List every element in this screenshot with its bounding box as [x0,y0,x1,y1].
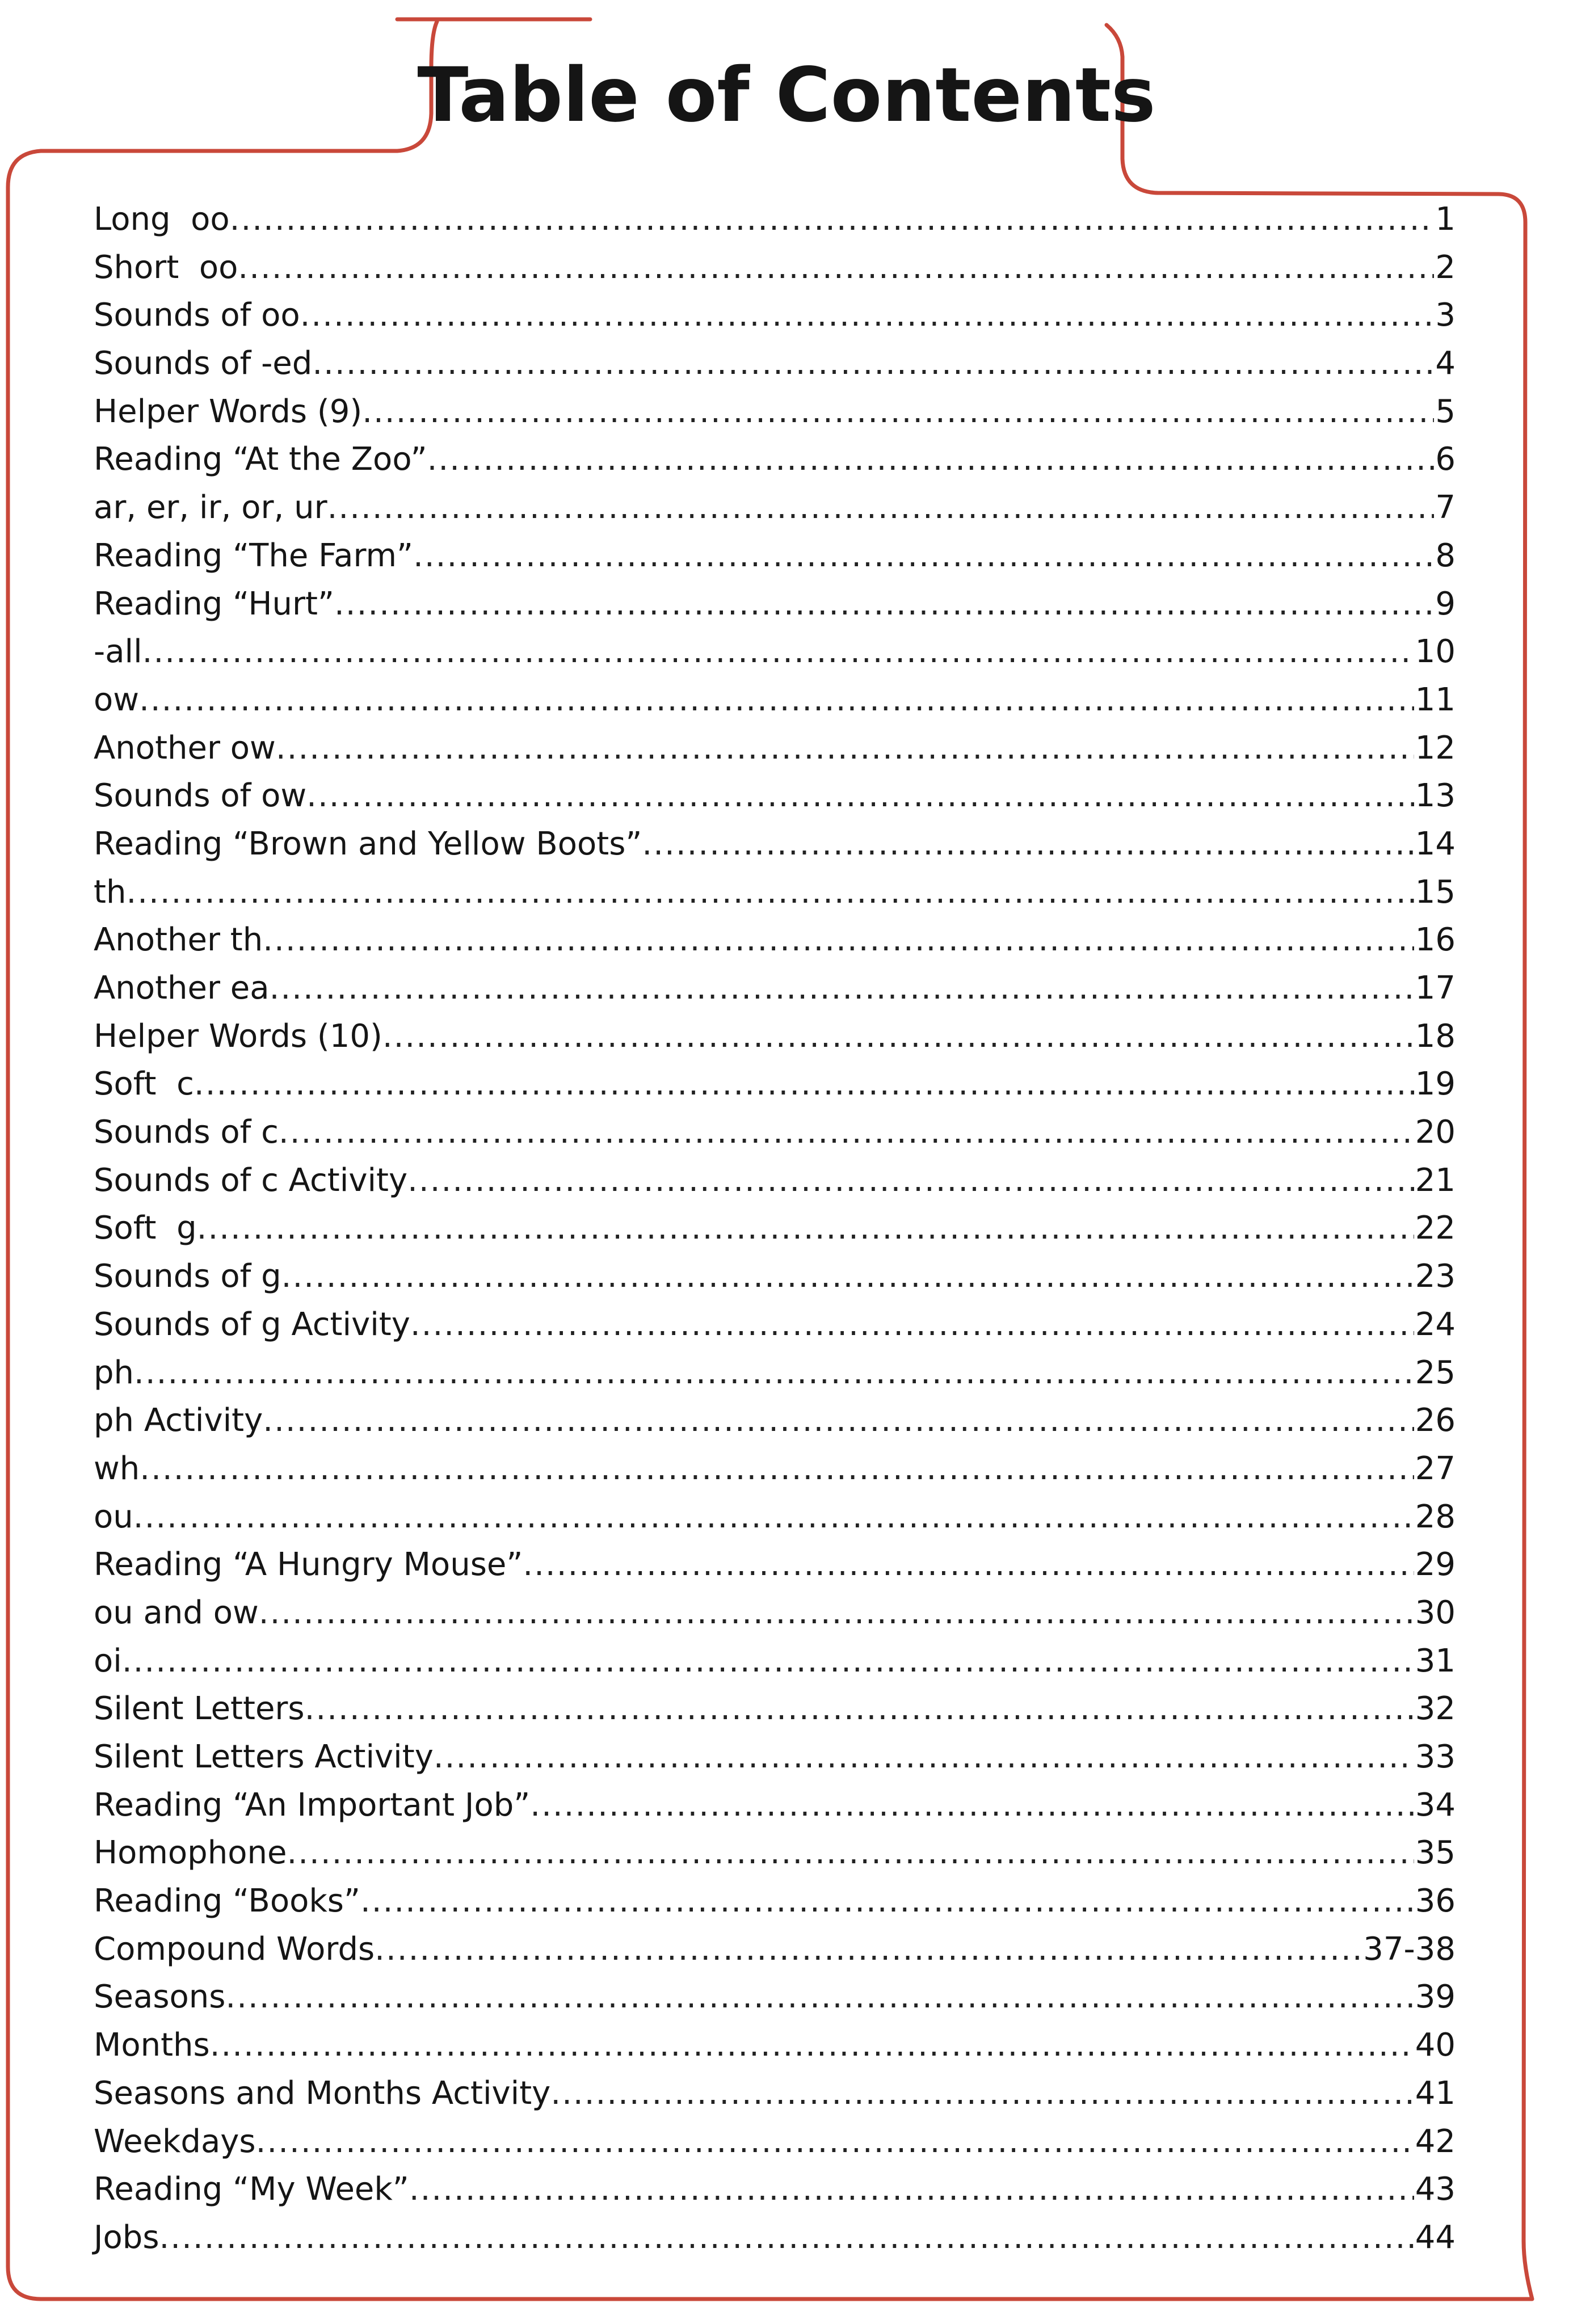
toc-dot-leader [210,2022,1414,2070]
toc-entry[interactable] [94,484,1456,532]
toc-dot-leader [382,1013,1414,1061]
toc-entry[interactable] [94,1782,1456,1830]
toc-dot-leader [159,2214,1414,2262]
toc-entry-page: 44 [1415,2218,1456,2256]
toc-dot-leader [300,292,1435,340]
toc-entry-label: ph Activity [94,1402,263,1439]
toc-entry[interactable] [94,1397,1456,1445]
toc-entry[interactable] [94,196,1456,244]
toc-dot-leader [197,1205,1414,1253]
toc-entry[interactable] [94,1301,1456,1349]
toc-entry-page: 24 [1415,1306,1456,1343]
page-title: Table of Contents [417,52,1156,139]
toc-entry-label: wh [94,1450,140,1487]
toc-entry[interactable] [94,628,1456,676]
toc-dot-leader [427,436,1435,484]
toc-entry[interactable] [94,532,1456,580]
toc-entry[interactable] [94,580,1456,629]
toc-entry-page: 20 [1415,1114,1456,1151]
toc-entry[interactable] [94,340,1456,388]
toc-entry[interactable] [94,1973,1456,2022]
toc-dot-leader [530,1782,1414,1830]
toc-entry-label: oi [94,1642,122,1679]
toc-entry-label: ou [94,1498,133,1535]
toc-entry-page: 14 [1415,825,1456,862]
toc-entry[interactable] [94,820,1456,869]
toc-entry-page: 11 [1415,681,1456,718]
toc-entry-label: Seasons and Months Activity [94,2074,551,2112]
toc-entry[interactable] [94,1445,1456,1493]
toc-dot-leader [287,1829,1414,1877]
toc-entry[interactable] [94,916,1456,965]
toc-entry-page: 27 [1415,1450,1456,1487]
toc-entry-page: 18 [1415,1017,1456,1055]
toc-entry-label: Helper Words (10) [94,1017,382,1055]
toc-entry[interactable] [94,388,1456,436]
toc-entry-page: 5 [1435,393,1456,430]
toc-dot-leader [642,820,1414,869]
toc-entry[interactable] [94,1109,1456,1157]
toc-dot-leader [276,725,1414,773]
toc-entry-page: 28 [1415,1498,1456,1535]
toc-entry[interactable] [94,1013,1456,1061]
toc-entry-page: 3 [1435,297,1456,334]
toc-entry-page: 35 [1415,1834,1456,1872]
toc-entry-page: 22 [1415,1210,1456,1247]
toc-entry-page: 15 [1415,873,1456,911]
toc-entry-label: Months [94,2027,210,2064]
toc-dot-leader [225,1973,1414,2022]
toc-entry[interactable] [94,725,1456,773]
toc-entry-page: 8 [1435,537,1456,574]
toc-entry-label: ph [94,1354,134,1391]
toc-entry-label: ou and ow [94,1594,259,1631]
toc-entry[interactable] [94,1926,1456,1974]
toc-entry-label: Reading “At the Zoo” [94,441,427,478]
toc-dot-leader [126,869,1414,917]
toc-entry-page: 12 [1415,729,1456,767]
toc-entry-label: Reading “Brown and Yellow Boots” [94,825,642,862]
toc-entry-label: Reading “Hurt” [94,585,334,622]
toc-entry-label: Helper Words (9) [94,393,363,430]
toc-entry[interactable] [94,1589,1456,1637]
toc-dot-leader [375,1926,1362,1974]
toc-dot-leader [306,772,1414,820]
toc-entry-page: 16 [1415,921,1456,959]
toc-entry[interactable] [94,1349,1456,1397]
toc-entry[interactable] [94,1541,1456,1589]
toc-entry-label: Reading “A Hungry Mouse” [94,1546,523,1584]
toc-entry-page: 36 [1415,1883,1456,1920]
toc-entry-page: 33 [1415,1738,1456,1775]
toc-entry[interactable] [94,1685,1456,1733]
toc-dot-leader [360,1877,1414,1926]
toc-entry-label: Weekdays [94,2123,256,2160]
toc-entry-label: Silent Letters Activity [94,1738,434,1775]
toc-entry-page: 13 [1415,777,1456,815]
toc-entry-page: 4 [1435,345,1456,382]
toc-entry-label: Sounds of oo [94,297,300,334]
toc-entry-label: Reading “An Important Job” [94,1786,531,1824]
toc-entry-label: Reading “The Farm” [94,537,414,574]
toc-entry[interactable] [94,676,1456,725]
toc-dot-leader [259,1589,1414,1637]
toc-entry[interactable] [94,1157,1456,1205]
toc-entry[interactable] [94,292,1456,340]
toc-entry-label: ar, er, ir, or, ur [94,489,327,527]
toc-entry-label: Sounds of c Activity [94,1161,408,1199]
toc-dot-leader [279,1109,1414,1157]
toc-entry-label: ow [94,681,140,718]
toc-dot-leader [413,532,1434,580]
toc-dot-leader [434,1733,1414,1782]
toc-entry-page: 40 [1415,2027,1456,2064]
toc-entry-label: Another ea [94,970,270,1007]
toc-dot-leader [238,244,1434,292]
toc-dot-leader [256,2118,1414,2166]
toc-entry[interactable] [94,1493,1456,1542]
toc-entry[interactable] [94,1877,1456,1926]
toc-entry-label: Seasons [94,1978,226,2016]
toc-entry-page: 32 [1415,1690,1456,1728]
toc-entry-page: 1 [1435,201,1456,238]
toc-list [94,196,1456,2262]
toc-entry-label: Reading “Books” [94,1883,360,1920]
toc-entry-page: 7 [1435,489,1456,527]
toc-dot-leader [362,388,1434,436]
toc-dot-leader [263,1397,1414,1445]
toc-dot-leader [134,1349,1414,1397]
toc-dot-leader [409,2166,1414,2214]
toc-entry[interactable] [94,1733,1456,1782]
toc-dot-leader [334,580,1434,629]
toc-entry[interactable] [94,2118,1456,2166]
toc-entry-page: 42 [1415,2123,1456,2160]
toc-entry-page: 31 [1415,1642,1456,1679]
toc-entry[interactable] [94,244,1456,292]
toc-entry-label: th [94,873,127,911]
toc-entry-page: 6 [1435,441,1456,478]
toc-entry-page: 41 [1415,2074,1456,2112]
toc-entry-page: 25 [1415,1354,1456,1391]
toc-entry-label: Soft g [94,1210,197,1247]
toc-entry-page: 17 [1415,970,1456,1007]
toc-dot-leader [139,676,1414,725]
toc-dot-leader [407,1157,1414,1205]
toc-entry-page: 39 [1415,1978,1456,2016]
toc-dot-leader [122,1637,1414,1686]
toc-entry[interactable] [94,2070,1456,2118]
toc-dot-leader [312,340,1434,388]
toc-entry-page: 30 [1415,1594,1456,1631]
toc-entry[interactable] [94,2214,1456,2262]
toc-entry[interactable] [94,1060,1456,1109]
toc-dot-leader [133,1493,1414,1542]
toc-entry[interactable] [94,1205,1456,1253]
toc-entry[interactable] [94,772,1456,820]
toc-entry-label: Sounds of ow [94,777,307,815]
toc-dot-leader [281,1253,1414,1301]
toc-entry-page: 2 [1435,249,1456,286]
toc-entry-label: Soft c [94,1066,194,1103]
toc-entry-page: 37-38 [1363,1930,1456,1968]
toc-dot-leader [305,1685,1414,1733]
toc-dot-leader [327,484,1435,532]
toc-entry-label: Long oo [94,201,230,238]
toc-dot-leader [194,1060,1414,1109]
toc-entry-page: 10 [1415,633,1456,671]
toc-entry-label: Another ow [94,729,276,767]
toc-entry-page: 23 [1415,1258,1456,1295]
toc-entry[interactable] [94,1637,1456,1686]
toc-entry-page: 26 [1415,1402,1456,1439]
toc-dot-leader [140,1445,1414,1493]
toc-entry-label: -all [94,633,142,671]
toc-entry[interactable] [94,2166,1456,2214]
toc-entry-label: Sounds of -ed [94,345,313,382]
toc-entry[interactable] [94,965,1456,1013]
toc-entry-page: 9 [1435,585,1456,622]
toc-dot-leader [523,1541,1414,1589]
toc-dot-leader [410,1301,1414,1349]
toc-entry-label: Compound Words [94,1930,375,1968]
toc-dot-leader [230,196,1435,244]
toc-entry[interactable] [94,1253,1456,1301]
toc-entry[interactable] [94,2022,1456,2070]
toc-entry-page: 43 [1415,2171,1456,2208]
toc-dot-leader [142,628,1414,676]
toc-entry-label: Sounds of g Activity [94,1306,410,1343]
toc-entry-label: Homophone [94,1834,287,1872]
toc-entry-label: Sounds of c [94,1114,279,1151]
toc-entry-label: Sounds of g [94,1258,281,1295]
toc-entry-label: Jobs [94,2218,159,2256]
toc-entry[interactable] [94,1829,1456,1877]
toc-entry-page: 34 [1415,1786,1456,1824]
toc-entry-page: 19 [1415,1066,1456,1103]
toc-entry[interactable] [94,436,1456,484]
toc-entry-page: 21 [1415,1161,1456,1199]
toc-entry[interactable] [94,869,1456,917]
toc-dot-leader [270,965,1414,1013]
toc-dot-leader [550,2070,1414,2118]
toc-entry-label: Silent Letters [94,1690,305,1728]
toc-entry-page: 29 [1415,1546,1456,1584]
toc-entry-label: Reading “My Week” [94,2171,409,2208]
toc-dot-leader [263,916,1414,965]
toc-entry-label: Another th [94,921,263,959]
toc-entry-label: Short oo [94,249,238,286]
